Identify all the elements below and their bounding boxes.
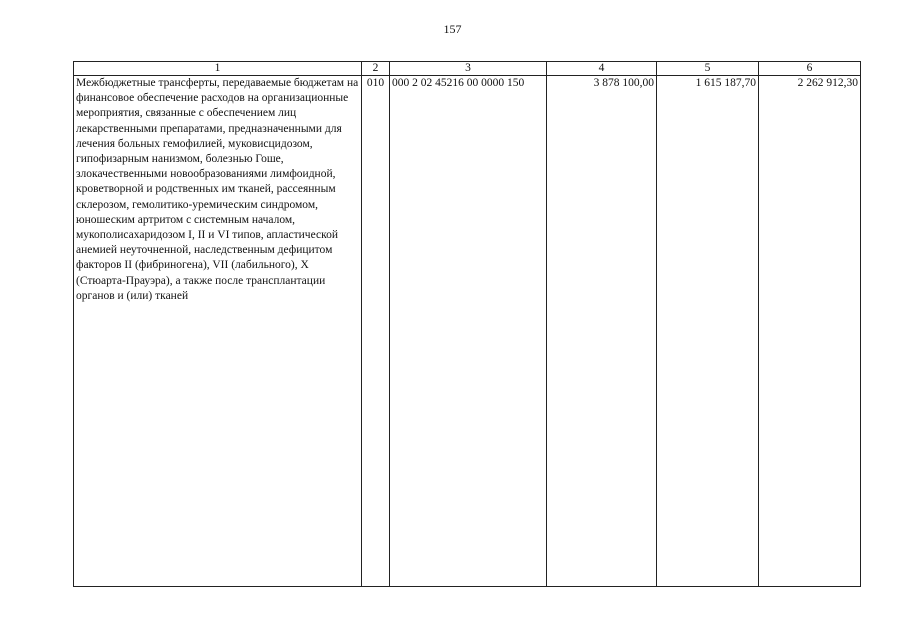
column-header-1: 1 bbox=[74, 62, 362, 76]
column-header-2: 2 bbox=[362, 62, 390, 76]
column-header-4: 4 bbox=[547, 62, 657, 76]
column-header-5: 5 bbox=[657, 62, 759, 76]
column-header-3: 3 bbox=[390, 62, 547, 76]
row-description: Межбюджетные трансферты, передаваемые бюджетам на финансовое обеспечение расходов на организационные мероприятия, связанные с обеспечением лиц лекарственными препаратами, предназначенными для лечения больных гемофилией, муковисцидозом, гипофизарным нанизмом, болезнью Гоше, злокачественными новообразованиями лимфоидной, кроветворной и родственных им тканей, рассеянным склерозом, гемолитико-уремическим синдромом, юношеским артритом с системным началом, мукополисахаридозом I, II и VI типов, апластической анемией неуточненной, наследственным дефицитом факторов II (фибриногена), VII (лабильного), X (Стюарта-Прауэра), а также после трансплантации органов и (или) тканей bbox=[74, 76, 362, 587]
row-admin-code: 010 bbox=[362, 76, 390, 587]
table-row bbox=[74, 76, 861, 587]
row-classification-code: 000 2 02 45216 00 0000 150 bbox=[390, 76, 547, 587]
page-number: 157 bbox=[443, 22, 462, 36]
row-value-col5: 1 615 187,70 bbox=[657, 76, 759, 587]
column-header-6: 6 bbox=[759, 62, 861, 76]
row-value-col6: 2 262 912,30 bbox=[759, 76, 861, 587]
row-value-col4: 3 878 100,00 bbox=[547, 76, 657, 587]
table-header-row bbox=[74, 62, 861, 76]
budget-table bbox=[73, 61, 861, 587]
